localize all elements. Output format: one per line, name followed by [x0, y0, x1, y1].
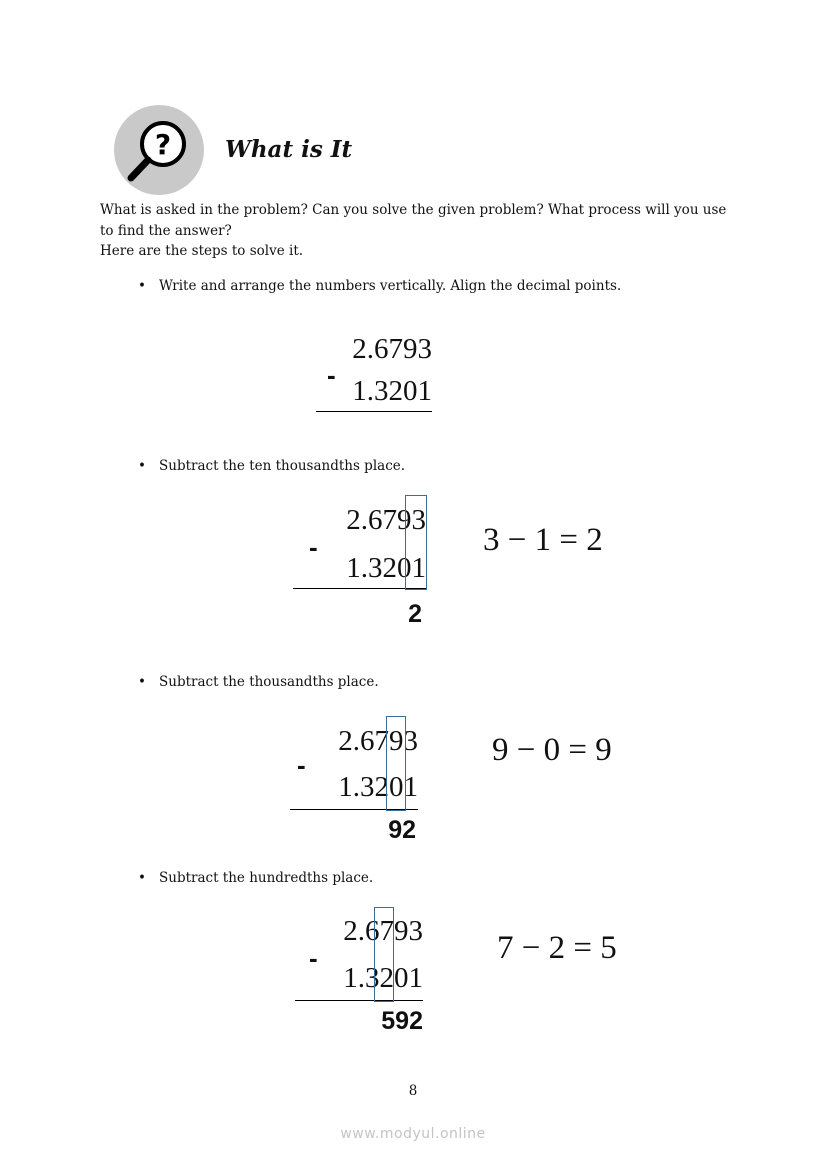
- minuend: 2.6793: [343, 915, 423, 947]
- equation: 9 − 0 = 9: [492, 732, 612, 768]
- minuend: 2.6793: [352, 333, 432, 365]
- subtrahend: 1.3201: [346, 552, 426, 584]
- subtrahend: 1.3201: [352, 375, 432, 407]
- step-3-item: • Subtract the thousandths place.: [138, 674, 379, 690]
- sum-rule: [295, 1000, 423, 1001]
- minuend: 2.6793: [346, 504, 426, 536]
- step-4-item: • Subtract the hundredths place.: [138, 870, 374, 886]
- section-title: What is It: [225, 136, 353, 163]
- step-1-item: • Write and arrange the numbers vertically. Align the decimal points.: [138, 278, 622, 294]
- page-number: 8: [408, 1083, 418, 1099]
- equation: 7 − 2 = 5: [497, 930, 617, 966]
- equation: 3 − 1 = 2: [483, 522, 603, 558]
- minus-sign: -: [297, 750, 306, 780]
- minus-sign: -: [327, 360, 336, 390]
- result: 92: [388, 816, 416, 844]
- column-highlight: [374, 907, 394, 1002]
- minus-sign: -: [309, 943, 318, 973]
- intro-steps: Here are the steps to solve it.: [100, 243, 304, 259]
- magnifier-question-icon: [113, 104, 205, 196]
- sum-rule: [316, 411, 432, 412]
- result: 2: [408, 600, 422, 628]
- subtrahend: 1.3201: [338, 771, 418, 803]
- column-highlight: [386, 716, 406, 811]
- minus-sign: -: [309, 532, 318, 562]
- minuend: 2.6793: [338, 725, 418, 757]
- watermark: www.modyul.online: [340, 1126, 486, 1142]
- result: 592: [381, 1007, 423, 1035]
- subtrahend: 1.3201: [343, 962, 423, 994]
- column-highlight: [405, 495, 427, 590]
- intro-question: What is asked in the problem? Can you solve the given problem? What process will you use to find the answer?: [100, 202, 727, 239]
- svg-text:?: ?: [154, 128, 172, 161]
- step-2-item: • Subtract the ten thousandths place.: [138, 458, 406, 474]
